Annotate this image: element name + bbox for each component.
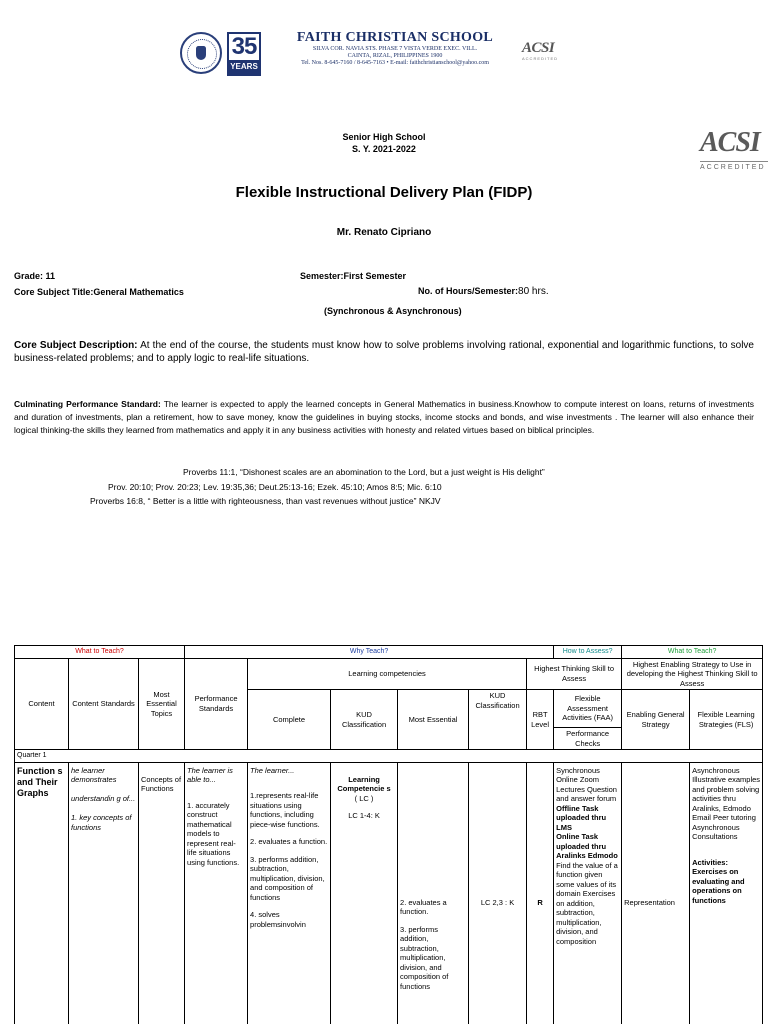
hours-label: No. of Hours/Semester: xyxy=(418,286,519,296)
contact-line: Tel. Nos. 8-645-7160 / 8-645-7163 • E-mail: faithchristianschool@yahoo.com xyxy=(301,60,489,66)
header-rbt-level: RBT Level xyxy=(527,690,554,750)
content-standards-text: he learner demonstrates understandin g of... 1. key concepts of functions xyxy=(71,765,136,832)
semester-line xyxy=(300,271,406,282)
verse-2: Prov. 20:10; Prov. 20:23; Lev. 19:35,36; Deut.25:13-16; Ezek. 45:10; Amos 8:5; Mic. 6:10 xyxy=(108,482,442,492)
acsi-logo-sub: ACCREDITED xyxy=(522,56,559,61)
category-what-to-teach: What to Teach? xyxy=(15,646,185,659)
fidp-table xyxy=(14,645,763,1024)
header-fls: Flexible Learning Strategies (FLS) xyxy=(690,690,763,750)
cell-rbt xyxy=(527,762,554,1024)
acsi-divider xyxy=(700,161,768,162)
complete-item-3: 3. performs addition, subtraction, multiplication, division, and composition of functions xyxy=(250,854,325,902)
complete-item-4: 4. solves problemsinvolvin xyxy=(250,910,306,929)
description-label: Core Subject Description: xyxy=(14,340,138,351)
page-title: Flexible Instructional Delivery Plan (FIDP) xyxy=(235,184,533,201)
enabling-text: Representation xyxy=(624,897,675,907)
anniversary-label: YEARS xyxy=(229,60,259,74)
complete-item-1: 1.represents real-life situations using functions, including piece-wise functions. xyxy=(250,791,320,829)
header-highest-enabling: Highest Enabling Strategy to Use in developing the Highest Thinking Skill to Assess xyxy=(622,658,763,690)
verse-1: Proverbs 11:1, “Dishonest scales are an abomination to the Lord, but a just weight is His delight” xyxy=(183,467,545,477)
kud1-title: Learning Competencie s xyxy=(337,774,391,793)
address-line-2: CAINTA, RIZAL, PHILIPPINES 1900 xyxy=(347,53,443,59)
letterhead xyxy=(180,30,580,80)
cell-complete xyxy=(248,762,331,1024)
school-year: S. Y. 2021-2022 xyxy=(352,144,416,154)
header-essential-topics: Most Essential Topics xyxy=(139,658,185,750)
semester-value: First Semester xyxy=(343,271,407,281)
subject-label: Core Subject Title: xyxy=(14,287,94,297)
cell-fls xyxy=(690,762,763,1024)
header-complete: Complete xyxy=(248,690,331,750)
school-name: FAITH CHRISTIAN SCHOOL xyxy=(296,30,494,45)
semester-label: Semester: xyxy=(300,271,344,281)
school-level: Senior High School xyxy=(342,132,426,142)
kud1-code: LC 1-4: K xyxy=(348,811,380,820)
header-performance-standards: Performance Standards xyxy=(185,658,248,750)
header-most-essential: Most Essential xyxy=(398,690,469,750)
complete-item-2: 2. evaluates a function. xyxy=(250,837,328,846)
faa-item-4: Find the value of a function given some values of its domain Exercises on addition, subtraction, multiplication, division, and composition xyxy=(556,860,618,946)
category-how-to-assess: How to Assess? xyxy=(554,646,622,659)
hours-value: 80 hrs. xyxy=(518,286,549,297)
teacher-name: Mr. Renato Cipriano xyxy=(336,227,432,238)
acsi-large-mark: ACSI xyxy=(700,127,760,158)
culminating-text: The learner is expected to apply the learned concepts in General Mathematics in business.Knowhow to compute interest on loans, returns of investments and duration of investments, plan a retirement, how to save money, know the guidelines in buying stocks, income stocks and bonds, and wise investments . The learner will also enhance their logical thinking-the skills they learned from mathematics and apply it in any business activities with honesty and related virtues based on biblical principles. xyxy=(14,399,754,435)
header-kud-2: KUD Classification xyxy=(469,690,527,750)
acsi-logo-small xyxy=(522,40,572,76)
header-highest-thinking: Highest Thinking Skill to Assess xyxy=(527,658,622,690)
anniversary-number: 35 xyxy=(231,33,257,60)
quarter-row xyxy=(15,750,763,763)
kud1-abbr: ( LC ) xyxy=(354,793,374,803)
fls-item-2: Activities: Exercises on evaluating and operations on functions xyxy=(692,857,745,905)
grade-line xyxy=(14,271,55,282)
cell-content xyxy=(15,762,69,1024)
faa-item-3: Online Task uploaded thru Aralinks Edmodo xyxy=(556,832,618,860)
category-row xyxy=(15,646,763,659)
subject-value: General Mathematics xyxy=(93,287,184,297)
header-learning-competencies: Learning competencies xyxy=(248,658,527,690)
faa-item-1: Synchronous Online Zoom Lectures Question and answer forum xyxy=(556,765,617,803)
core-subject-description xyxy=(14,339,754,365)
most-essential-item-2: 3. performs addition, subtraction, multiplication, division, and composition of functions xyxy=(400,924,449,991)
hours-line xyxy=(418,286,549,297)
acsi-large-sub: ACCREDITED xyxy=(700,164,766,171)
cell-performance-standards xyxy=(185,762,248,1024)
cell-kud-1 xyxy=(331,762,398,1024)
cell-kud-2 xyxy=(469,762,527,1024)
grade-value: 11 xyxy=(45,271,56,281)
header-row-1 xyxy=(15,658,763,690)
grade-label: Grade: xyxy=(14,271,44,281)
verse-3: Proverbs 16:8, “ Better is a little with righteousness, than vast revenues without justice” NKJV xyxy=(90,496,441,506)
complete-intro: The learner... xyxy=(250,765,295,775)
delivery-mode: (Synchronous & Asynchronous) xyxy=(324,306,462,316)
cell-enabling xyxy=(622,762,690,1024)
table-row xyxy=(15,762,763,1024)
address-line-1: SILVA COR. NAVIA STS. PHASE 7 VISTA VERDE EXEC. VILL. xyxy=(312,46,478,52)
school-info xyxy=(280,30,510,67)
category-what-to-teach-2: What to Teach? xyxy=(622,646,763,659)
acsi-logo-mark: ACSI xyxy=(522,40,555,56)
culminating-standard xyxy=(14,398,754,437)
cell-content-standards xyxy=(69,762,139,1024)
most-essential-item-1: 2. evaluates a function. xyxy=(400,897,447,916)
performance-standards-text: 1. accurately construct mathematical models to represent real-life situations using functions. xyxy=(187,800,240,867)
essential-topics-text: Concepts of Functions xyxy=(141,774,182,793)
performance-standards-intro: The learner is able to... xyxy=(187,765,233,784)
quarter-label: Quarter 1 xyxy=(15,750,763,763)
header-performance-checks: Performance Checks xyxy=(554,728,622,750)
school-seal-icon xyxy=(180,32,222,74)
header-kud-1: KUD Classification xyxy=(331,690,398,750)
cell-essential-topics xyxy=(139,762,185,1024)
subject-line xyxy=(14,287,184,298)
header-enabling-general: Enabling General Strategy xyxy=(622,690,690,750)
rbt-text: R xyxy=(537,897,543,907)
content-topic: Function s and Their Graphs xyxy=(17,765,63,798)
anniversary-badge xyxy=(227,32,261,76)
kud2-text: LC 2,3 : K xyxy=(480,897,515,907)
category-why-teach: Why Teach? xyxy=(185,646,554,659)
header-faa: Flexible Assessment Activities (FAA) xyxy=(554,690,622,728)
header-content: Content xyxy=(15,658,69,750)
culminating-label: Culminating Performance Standard: xyxy=(14,399,161,409)
header-content-standards: Content Standards xyxy=(69,658,139,750)
faa-item-2: Offline Task uploaded thru LMS xyxy=(556,803,607,832)
fls-item-1: Asynchronous Illustrative examples and problem solving activities thru Aralinks, Edmodo Email Peer tutoring Asynchronous Consultations xyxy=(692,765,761,841)
cell-faa xyxy=(554,762,622,1024)
cell-most-essential xyxy=(398,762,469,1024)
description-text: At the end of the course, the students must know how to solve problems involving rational, exponential and logarithmic functions, to solve business-related problems; and to apply logic to real-life situations. xyxy=(14,340,754,364)
